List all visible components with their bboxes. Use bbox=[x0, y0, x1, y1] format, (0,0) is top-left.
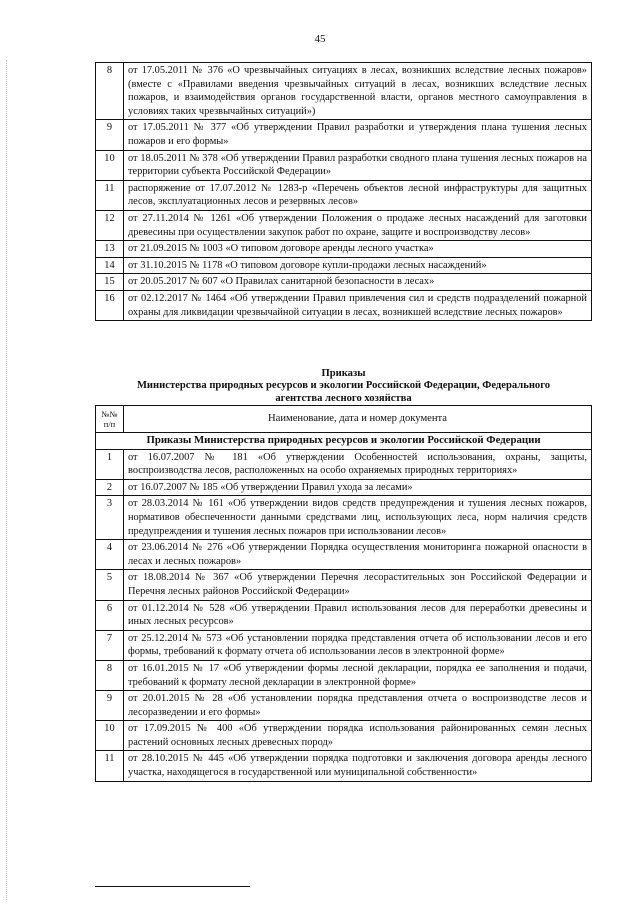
row-text: от 16.07.2007 № 185 «Об утверждении Правил ухода за лесами» bbox=[124, 479, 592, 496]
header-title: Наименование, дата и номер документа bbox=[124, 406, 592, 433]
row-text: от 17.05.2011 № 377 «Об утверждении Правил разработки и утверждения плана тушения лесных пожаров и его формы» bbox=[124, 120, 592, 150]
row-text: от 01.12.2014 № 528 «Об утверждении Правил использования лесов для переработки древесины и иных лесных ресурсов» bbox=[124, 600, 592, 630]
row-text: от 16.01.2015 № 17 «Об утверждении формы лесной декларации, порядка ее заполнения и подачи, требований к формату лесной декларации в электронной форме» bbox=[124, 660, 592, 690]
table-row bbox=[96, 150, 592, 180]
row-number: 3 bbox=[96, 496, 124, 540]
row-number: 14 bbox=[96, 257, 124, 274]
row-text: от 25.12.2014 № 573 «Об установлении порядка представления отчета об использовании лесов и его формы, требований к формату отчета об использовании лесов в электронной форме» bbox=[124, 630, 592, 660]
row-number: 13 bbox=[96, 241, 124, 258]
table-row bbox=[96, 691, 592, 721]
row-text: от 21.09.2015 № 1003 «О типовом договоре аренды лесного участка» bbox=[124, 241, 592, 258]
row-number: 9 bbox=[96, 120, 124, 150]
table-row bbox=[96, 210, 592, 240]
table-row bbox=[96, 570, 592, 600]
table-row bbox=[96, 257, 592, 274]
row-text: от 18.05.2011 № 378 «Об утверждении Правил разработки сводного плана тушения лесных пожаров на территории субъекта Российской Федерации» bbox=[124, 150, 592, 180]
heading-line-3: агентства лесного хозяйства bbox=[275, 392, 412, 404]
table-row bbox=[96, 600, 592, 630]
government-decrees-table bbox=[95, 62, 592, 321]
row-number: 15 bbox=[96, 274, 124, 291]
row-number: 2 bbox=[96, 479, 124, 496]
row-text: от 23.06.2014 № 276 «Об утверждении Порядка осуществления мониторинга пожарной опасности в лесах и лесных пожаров» bbox=[124, 540, 592, 570]
table1-body bbox=[96, 63, 592, 321]
table-header-row bbox=[96, 406, 592, 433]
row-number: 16 bbox=[96, 290, 124, 320]
table-row bbox=[96, 290, 592, 320]
row-text: от 17.09.2015 № 400 «Об утверждении порядка использования районированных семян лесных растений основных лесных древесных пород» bbox=[124, 721, 592, 751]
row-text: от 31.10.2015 № 1178 «О типовом договоре купли-продажи лесных насаждений» bbox=[124, 257, 592, 274]
row-number: 4 bbox=[96, 540, 124, 570]
table-row bbox=[96, 721, 592, 751]
footnote-divider bbox=[95, 886, 250, 887]
row-text: от 17.05.2011 № 376 «О чрезвычайных ситуациях в лесах, возникших вследствие лесных пожаров» (вместе с «Правилами введения чрезвычайных ситуаций в лесах, возникших вследствие лесных пожаров, и взаимодействия органов государственной власти, органов местного самоуправления в условиях таких чрезвычайных ситуаций») bbox=[124, 63, 592, 120]
section-title: Приказы Министерства природных ресурсов и экологии Российской Федерации bbox=[96, 433, 592, 450]
table-row bbox=[96, 630, 592, 660]
row-text: от 16.07.2007 № 181 «Об утверждении Особенностей использования, охраны, защиты, воспроизводства лесов, расположенных на особо охраняемых природных территориях» bbox=[124, 449, 592, 479]
row-text: от 20.01.2015 № 28 «Об установлении порядка представления отчета о воспроизводстве лесов и лесоразведении и его формы» bbox=[124, 691, 592, 721]
row-text: от 18.08.2014 № 367 «Об утверждении Перечня лесорастительных зон Российской Федерации и Перечня лесных районов Российской Федерации» bbox=[124, 570, 592, 600]
row-number: 1 bbox=[96, 449, 124, 479]
margin-guide bbox=[6, 60, 8, 900]
section-row bbox=[96, 433, 592, 450]
row-text: от 02.12.2017 № 1464 «Об утверждении Правил привлечения сил и средств подразделений пожарной охраны для ликвидации чрезвычайной ситуации в лесах, возникшей вследствие лесных пожаров» bbox=[124, 290, 592, 320]
table-row bbox=[96, 660, 592, 690]
table-row bbox=[96, 63, 592, 120]
table-row bbox=[96, 479, 592, 496]
table-row bbox=[96, 496, 592, 540]
table2-body bbox=[96, 433, 592, 782]
row-text: от 28.10.2015 № 445 «Об утверждении порядка подготовки и заключения договора аренды лесного участка, находящегося в государственной или муниципальной собственности» bbox=[124, 751, 592, 781]
row-text: от 27.11.2014 № 1261 «Об утверждении Положения о продаже лесных насаждений для заготовки древесины при осуществлении закупок работ по охране, защите и воспроизводству лесов» bbox=[124, 210, 592, 240]
row-number: 9 bbox=[96, 691, 124, 721]
table-row bbox=[96, 180, 592, 210]
table-row bbox=[96, 449, 592, 479]
row-number: 11 bbox=[96, 751, 124, 781]
table-row bbox=[96, 120, 592, 150]
row-text: от 20.05.2017 № 607 «О Правилах санитарной безопасности в лесах» bbox=[124, 274, 592, 291]
row-text: распоряжение от 17.07.2012 № 1283-р «Перечень объектов лесной инфраструктуры для защитных лесов, эксплуатационных лесов и резервных лесов» bbox=[124, 180, 592, 210]
row-number: 11 bbox=[96, 180, 124, 210]
row-number: 6 bbox=[96, 600, 124, 630]
table-row bbox=[96, 751, 592, 781]
heading-line-1: Приказы bbox=[321, 368, 366, 379]
table-row bbox=[96, 540, 592, 570]
ministry-orders-table bbox=[95, 405, 592, 782]
row-number: 12 bbox=[96, 210, 124, 240]
row-number: 8 bbox=[96, 63, 124, 120]
header-number: №№ п/п bbox=[96, 406, 124, 433]
row-number: 5 bbox=[96, 570, 124, 600]
row-number: 10 bbox=[96, 721, 124, 751]
table-row bbox=[96, 241, 592, 258]
orders-heading bbox=[95, 368, 592, 405]
row-number: 8 bbox=[96, 660, 124, 690]
heading-line-2: Министерства природных ресурсов и экологии Российской Федерации, Федерального bbox=[136, 380, 551, 392]
row-text: от 28.03.2014 № 161 «Об утверждении видов средств предупреждения и тушения лесных пожаров, нормативов обеспеченности данными средствами лиц, использующих леса, норм наличия средств предупреждения и тушения лесных пожаров при использовании лесов» bbox=[124, 496, 592, 540]
row-number: 7 bbox=[96, 630, 124, 660]
page-number: 45 bbox=[314, 33, 326, 45]
row-number: 10 bbox=[96, 150, 124, 180]
table-row bbox=[96, 274, 592, 291]
